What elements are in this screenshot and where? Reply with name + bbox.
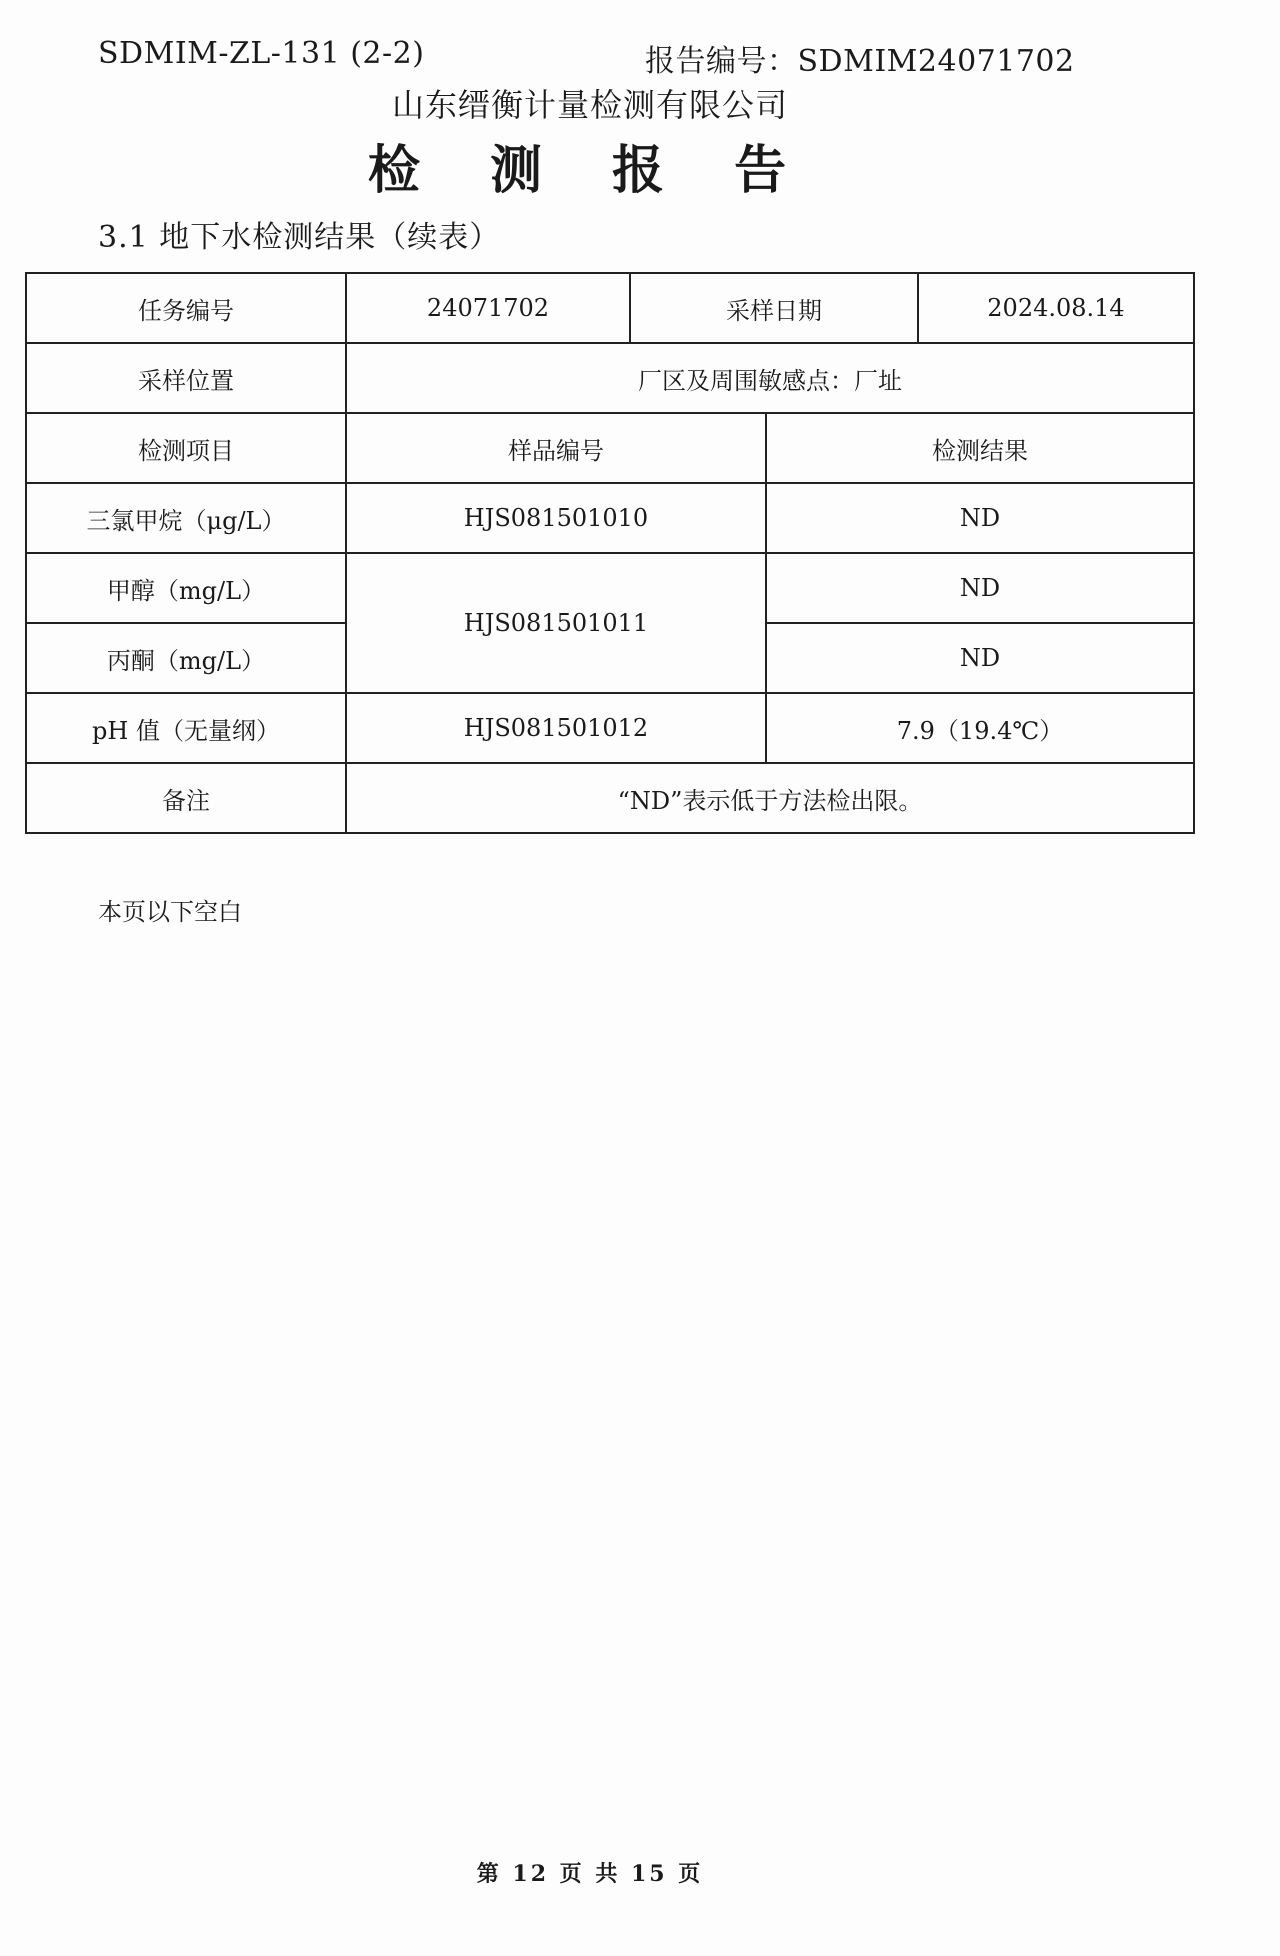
table-row-task xyxy=(26,273,1194,343)
result-cell: ND xyxy=(766,483,1194,553)
blank-below-note: 本页以下空白 xyxy=(98,898,242,926)
table-row xyxy=(26,693,1194,763)
sampling-date-label: 采样日期 xyxy=(630,273,918,343)
result-cell: 7.9（19.4℃） xyxy=(766,693,1194,763)
table-row xyxy=(26,553,1194,623)
sample-no-cell: HJS081501011 xyxy=(346,553,766,693)
location-label: 采样位置 xyxy=(26,343,346,413)
document-title: 检 测 报 告 xyxy=(367,141,813,201)
task-no-label: 任务编号 xyxy=(26,273,346,343)
task-no-value: 24071702 xyxy=(346,273,630,343)
sampling-date-value: 2024.08.14 xyxy=(918,273,1194,343)
item-cell: pH 值（无量纲） xyxy=(26,693,346,763)
table-row-remark xyxy=(26,763,1194,833)
page-footer: 第 12 页 共 15 页 xyxy=(476,1861,704,1887)
header-result: 检测结果 xyxy=(766,413,1194,483)
result-cell: ND xyxy=(766,623,1194,693)
header-sample-no: 样品编号 xyxy=(346,413,766,483)
report-number: 报告编号：SDMIM24071702 xyxy=(645,44,1075,79)
form-code: SDMIM-ZL-131 (2-2) xyxy=(98,36,425,71)
table-header-row xyxy=(26,413,1194,483)
results-table xyxy=(25,272,1195,834)
remark-label: 备注 xyxy=(26,763,346,833)
item-cell: 丙酮（mg/L） xyxy=(26,623,346,693)
remark-value: “ND”表示低于方法检出限。 xyxy=(346,763,1194,833)
location-value: 厂区及周围敏感点：厂址 xyxy=(346,343,1194,413)
item-cell: 三氯甲烷（μg/L） xyxy=(26,483,346,553)
header-item: 检测项目 xyxy=(26,413,346,483)
table-row-location xyxy=(26,343,1194,413)
item-cell: 甲醇（mg/L） xyxy=(26,553,346,623)
sample-no-cell: HJS081501010 xyxy=(346,483,766,553)
section-title: 3.1 地下水检测结果（续表） xyxy=(98,220,501,255)
sample-no-cell: HJS081501012 xyxy=(346,693,766,763)
result-cell: ND xyxy=(766,553,1194,623)
company-name: 山东缙衡计量检测有限公司 xyxy=(391,86,788,124)
table-row xyxy=(26,483,1194,553)
